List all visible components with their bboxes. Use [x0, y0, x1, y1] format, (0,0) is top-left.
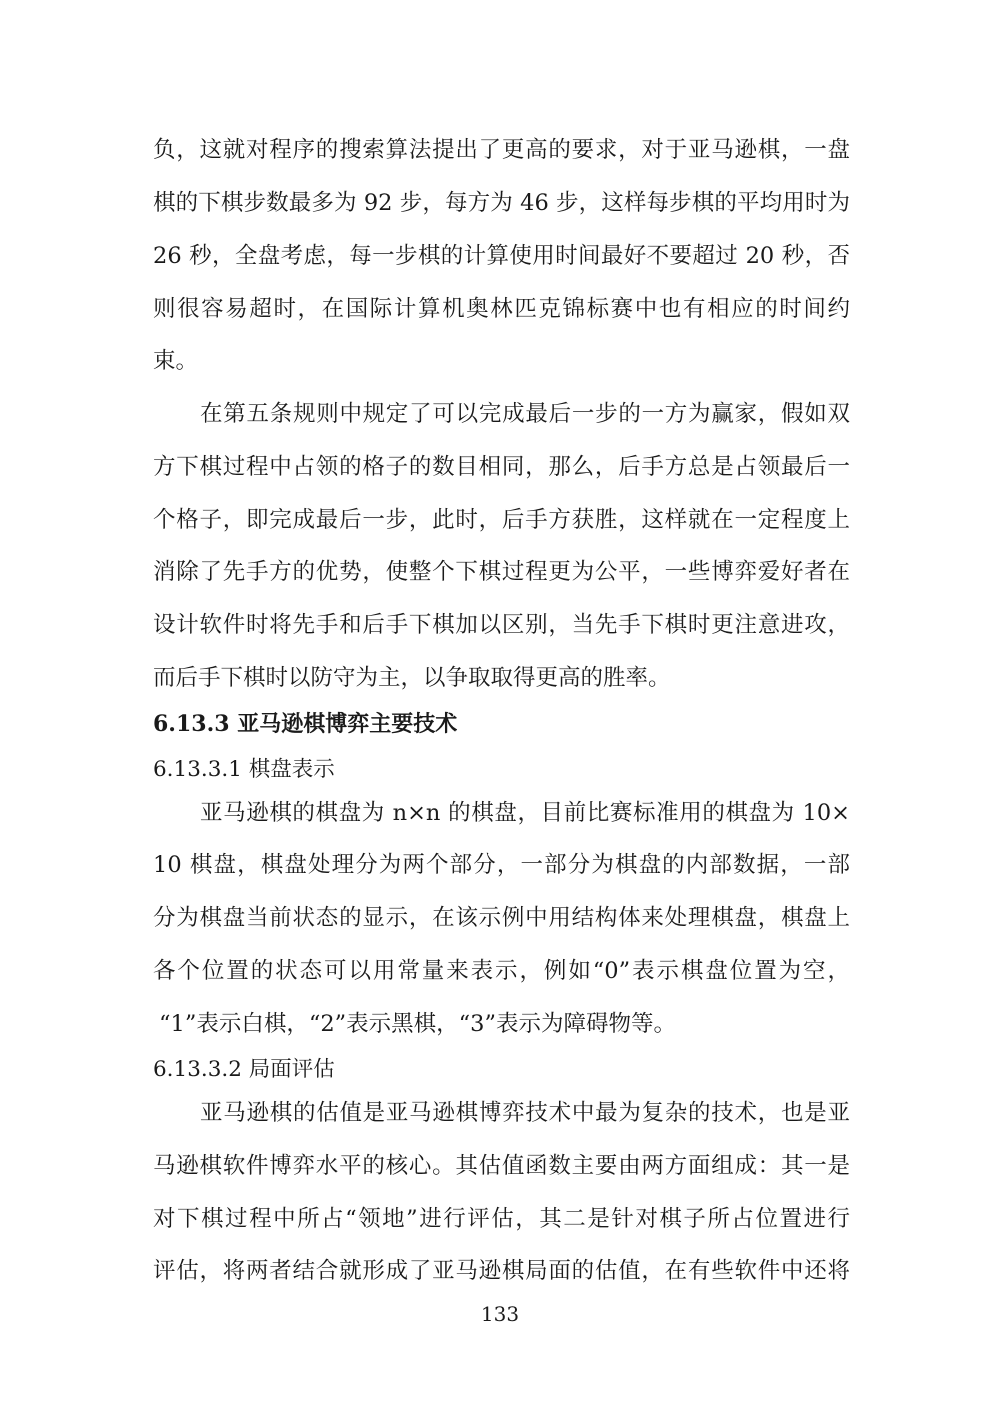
body-text-line: 对下棋过程中所占“领地”进行评估，其二是针对棋子所占位置进行	[153, 1206, 850, 1232]
body-text-line: “1”表示白棋，“2”表示黑棋，“3”表示为障碍物等。	[159, 1011, 676, 1037]
page-number: 133	[480, 1302, 520, 1326]
section-heading: 6.13.3 亚马逊棋博弈主要技术	[153, 711, 458, 737]
subsection-heading: 6.13.3.2 局面评估	[153, 1057, 335, 1082]
body-text-line: 方下棋过程中占领的格子的数目相同，那么，后手方总是占领最后一	[153, 454, 850, 480]
body-text-line: 亚马逊棋的棋盘为 n×n 的棋盘，目前比赛标准用的棋盘为 10×	[200, 800, 850, 826]
body-text-line: 设计软件时将先手和后手下棋加以区别，当先手下棋时更注意进攻，	[153, 612, 850, 638]
body-text-line: 束。	[153, 348, 199, 374]
body-text-line: 分为棋盘当前状态的显示，在该示例中用结构体来处理棋盘，棋盘上	[153, 905, 850, 931]
body-text-line: 马逊棋软件博弈水平的核心。其估值函数主要由两方面组成：其一是	[153, 1153, 850, 1179]
body-text-line: 亚马逊棋的估值是亚马逊棋博弈技术中最为复杂的技术，也是亚	[200, 1100, 850, 1126]
body-text-line: 26 秒，全盘考虑，每一步棋的计算使用时间最好不要超过 20 秒，否	[153, 243, 850, 269]
body-text-line: 各个位置的状态可以用常量来表示，例如“0”表示棋盘位置为空，	[153, 958, 850, 984]
body-text-line: 负，这就对程序的搜索算法提出了更高的要求，对于亚马逊棋，一盘	[153, 137, 850, 163]
body-text-line: 评估，将两者结合就形成了亚马逊棋局面的估值，在有些软件中还将	[153, 1258, 850, 1284]
body-text-line: 棋的下棋步数最多为 92 步，每方为 46 步，这样每步棋的平均用时为	[153, 190, 850, 216]
body-text-line: 而后手下棋时以防守为主，以争取取得更高的胜率。	[153, 665, 671, 691]
body-text-line: 消除了先手方的优势，使整个下棋过程更为公平，一些博弈爱好者在	[153, 559, 850, 585]
body-text-line: 10 棋盘，棋盘处理分为两个部分，一部分为棋盘的内部数据，一部	[153, 852, 850, 878]
body-text-line: 在第五条规则中规定了可以完成最后一步的一方为赢家，假如双	[200, 401, 850, 427]
subsection-heading: 6.13.3.1 棋盘表示	[153, 757, 335, 782]
body-text-line: 则很容易超时，在国际计算机奥林匹克锦标赛中也有相应的时间约	[153, 296, 850, 322]
body-text-line: 个格子，即完成最后一步，此时，后手方获胜，这样就在一定程度上	[153, 507, 850, 533]
